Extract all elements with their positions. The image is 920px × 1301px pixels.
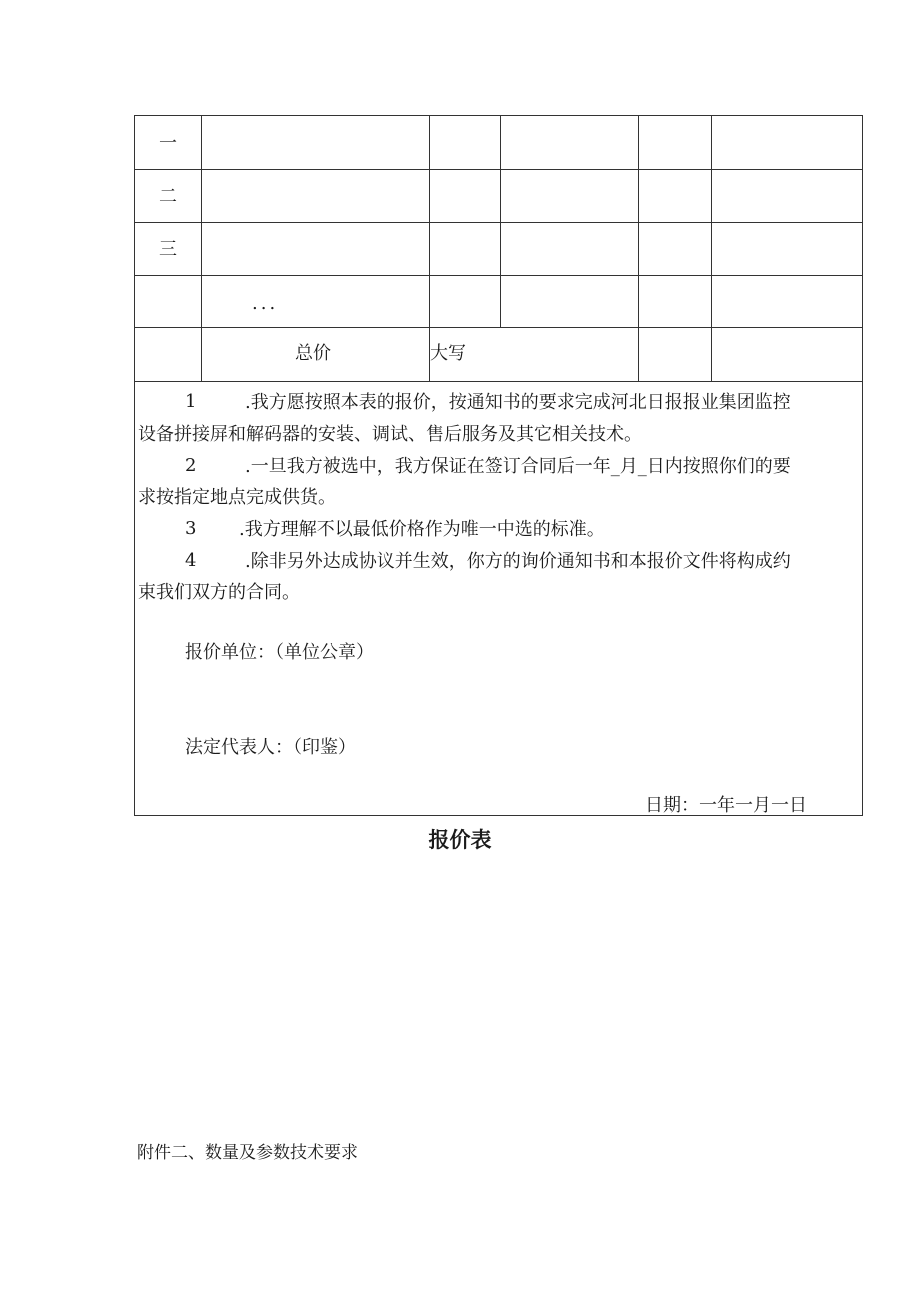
name-cell — [202, 170, 430, 222]
ellipsis-text: ... — [252, 293, 279, 314]
table-cell — [712, 170, 862, 222]
table-row — [135, 170, 862, 223]
term-line: .一旦我方被选中，我方保证在签订合同后一年_月_日内按照你们的要 — [245, 456, 791, 477]
index-cell — [135, 328, 202, 381]
term-line: .我方愿按照本表的报价，按通知书的要求完成河北日报报业集团监控 — [245, 392, 791, 413]
table-cell — [712, 116, 862, 169]
term-number: 3 — [185, 518, 197, 539]
total-label: 总价 — [295, 343, 331, 364]
term-line: 求按指定地点完成供货。 — [138, 487, 336, 508]
table-cell — [639, 116, 712, 169]
table-cell — [501, 170, 639, 222]
table-cell — [501, 276, 639, 327]
term-line: .我方理解不以最低价格作为唯一中选的标准。 — [239, 519, 605, 540]
table-cell — [712, 223, 862, 275]
table-cell — [430, 116, 501, 169]
table-row — [135, 276, 862, 328]
index-cell — [135, 223, 202, 275]
table-cell — [712, 328, 862, 381]
index-cell — [135, 116, 202, 169]
term-line: 束我们双方的合同。 — [138, 582, 300, 603]
quote-table — [134, 115, 863, 816]
table-cell — [639, 170, 712, 222]
row-index: 二 — [159, 186, 177, 207]
table-cell — [430, 223, 501, 275]
row-index: 一 — [159, 133, 177, 154]
table-caption: 报价表 — [428, 828, 492, 852]
total-row — [135, 328, 862, 382]
name-cell — [202, 223, 430, 275]
quoting-unit-line: 报价单位：（单位公章） — [185, 642, 374, 663]
term-line: .除非另外达成协议并生效，你方的询价通知书和本报价文件将构成约 — [245, 551, 791, 572]
table-cell — [430, 170, 501, 222]
name-cell — [202, 276, 430, 327]
term-line: 设备拼接屏和解码器的安装、调试、售后服务及其它相关技术。 — [138, 424, 642, 445]
table-cell — [639, 223, 712, 275]
date-line: 日期：一年一月一日 — [645, 795, 807, 816]
term-number: 1 — [185, 391, 197, 412]
table-cell — [501, 223, 639, 275]
total-label-cell — [202, 328, 430, 381]
table-row — [135, 223, 862, 276]
table-cell — [639, 328, 712, 381]
uppercase-label: 大写 — [430, 343, 466, 364]
table-cell — [639, 276, 712, 327]
term-number: 4 — [185, 550, 197, 571]
attachment-heading: 附件二、数量及参数技术要求 — [137, 1143, 358, 1163]
row-index: 三 — [159, 239, 177, 260]
table-cell — [712, 276, 862, 327]
index-cell — [135, 276, 202, 327]
table-cell — [430, 276, 501, 327]
legal-representative-line: 法定代表人：（印鉴） — [185, 737, 356, 758]
name-cell — [202, 116, 430, 169]
index-cell — [135, 170, 202, 222]
table-cell — [501, 116, 639, 169]
term-number: 2 — [185, 455, 197, 476]
uppercase-amount-cell — [430, 328, 639, 381]
table-row — [135, 116, 862, 170]
